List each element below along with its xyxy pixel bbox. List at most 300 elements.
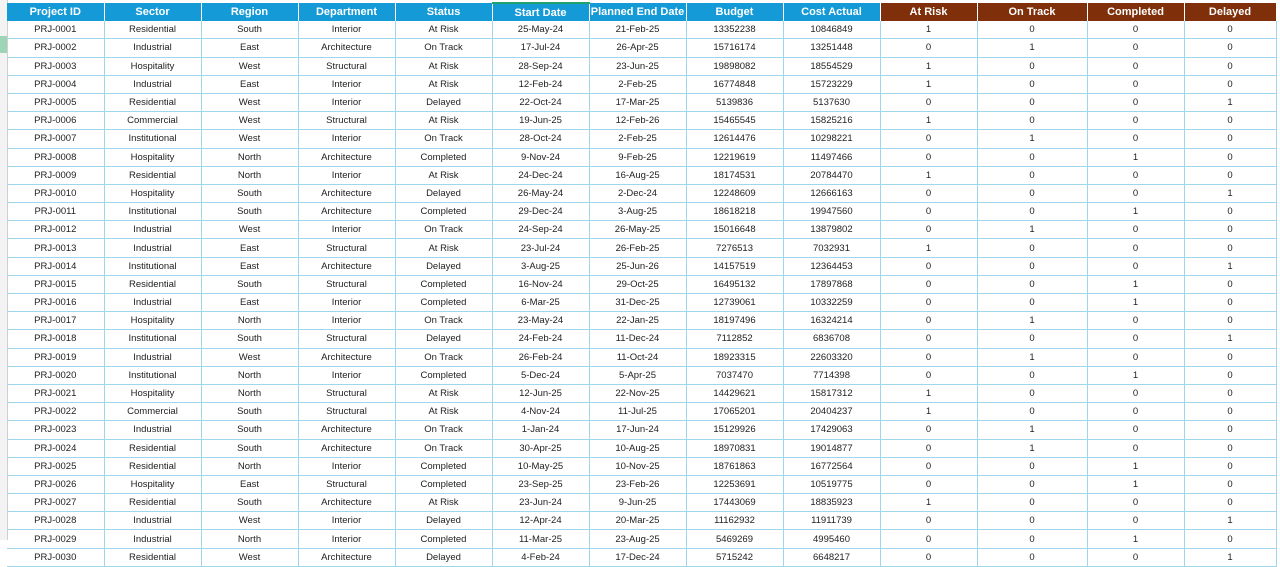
cell-start-date[interactable]: 28-Oct-24 — [492, 130, 589, 148]
header-delayed[interactable]: Delayed — [1184, 3, 1276, 21]
cell-sector[interactable]: Residential — [104, 494, 201, 512]
cell-at-risk[interactable]: 0 — [880, 457, 977, 475]
cell-department[interactable]: Architecture — [298, 39, 395, 57]
cell-on-track[interactable]: 0 — [977, 75, 1087, 93]
cell-budget[interactable]: 16774848 — [686, 75, 783, 93]
cell-sector[interactable]: Hospitality — [104, 384, 201, 402]
cell-department[interactable]: Architecture — [298, 348, 395, 366]
cell-status[interactable]: At Risk — [395, 57, 492, 75]
cell-region[interactable]: North — [201, 457, 298, 475]
cell-cost-actual[interactable]: 12364453 — [783, 257, 880, 275]
cell-department[interactable]: Interior — [298, 166, 395, 184]
header-department[interactable]: Department — [298, 3, 395, 21]
cell-completed[interactable]: 0 — [1087, 257, 1184, 275]
cell-planned-end-date[interactable]: 23-Feb-26 — [589, 475, 686, 493]
cell-status[interactable]: Completed — [395, 203, 492, 221]
cell-planned-end-date[interactable]: 29-Oct-25 — [589, 275, 686, 293]
cell-cost-actual[interactable]: 20404237 — [783, 403, 880, 421]
cell-planned-end-date[interactable]: 5-Apr-25 — [589, 366, 686, 384]
cell-budget[interactable]: 15129926 — [686, 421, 783, 439]
cell-start-date[interactable]: 1-Jan-24 — [492, 421, 589, 439]
cell-region[interactable]: East — [201, 239, 298, 257]
cell-project-id[interactable]: PRJ-0020 — [7, 366, 104, 384]
cell-cost-actual[interactable]: 10846849 — [783, 21, 880, 39]
cell-region[interactable]: North — [201, 384, 298, 402]
cell-completed[interactable]: 0 — [1087, 403, 1184, 421]
cell-start-date[interactable]: 6-Mar-25 — [492, 294, 589, 312]
cell-sector[interactable]: Industrial — [104, 512, 201, 530]
cell-sector[interactable]: Institutional — [104, 330, 201, 348]
cell-status[interactable]: Completed — [395, 366, 492, 384]
cell-at-risk[interactable]: 1 — [880, 166, 977, 184]
cell-cost-actual[interactable]: 15825216 — [783, 112, 880, 130]
cell-project-id[interactable]: PRJ-0003 — [7, 57, 104, 75]
cell-department[interactable]: Interior — [298, 512, 395, 530]
cell-delayed[interactable]: 0 — [1184, 312, 1276, 330]
cell-department[interactable]: Architecture — [298, 439, 395, 457]
cell-region[interactable]: East — [201, 75, 298, 93]
cell-status[interactable]: At Risk — [395, 384, 492, 402]
cell-status[interactable]: At Risk — [395, 239, 492, 257]
cell-cost-actual[interactable]: 10298221 — [783, 130, 880, 148]
cell-budget[interactable]: 17065201 — [686, 403, 783, 421]
cell-at-risk[interactable]: 1 — [880, 75, 977, 93]
cell-completed[interactable]: 0 — [1087, 494, 1184, 512]
cell-project-id[interactable]: PRJ-0010 — [7, 184, 104, 202]
cell-delayed[interactable]: 1 — [1184, 257, 1276, 275]
cell-planned-end-date[interactable]: 11-Oct-24 — [589, 348, 686, 366]
cell-on-track[interactable]: 1 — [977, 439, 1087, 457]
cell-region[interactable]: West — [201, 221, 298, 239]
cell-delayed[interactable]: 0 — [1184, 439, 1276, 457]
cell-start-date[interactable]: 23-Sep-25 — [492, 475, 589, 493]
cell-status[interactable]: Delayed — [395, 93, 492, 111]
cell-department[interactable]: Interior — [298, 130, 395, 148]
cell-region[interactable]: West — [201, 348, 298, 366]
cell-cost-actual[interactable]: 6836708 — [783, 330, 880, 348]
cell-department[interactable]: Architecture — [298, 203, 395, 221]
cell-completed[interactable]: 0 — [1087, 130, 1184, 148]
cell-region[interactable]: North — [201, 530, 298, 548]
cell-completed[interactable]: 1 — [1087, 275, 1184, 293]
cell-on-track[interactable]: 0 — [977, 548, 1087, 566]
cell-cost-actual[interactable]: 13251448 — [783, 39, 880, 57]
cell-budget[interactable]: 12614476 — [686, 130, 783, 148]
cell-budget[interactable]: 12248609 — [686, 184, 783, 202]
cell-cost-actual[interactable]: 18835923 — [783, 494, 880, 512]
cell-delayed[interactable]: 0 — [1184, 421, 1276, 439]
cell-completed[interactable]: 0 — [1087, 166, 1184, 184]
cell-sector[interactable]: Industrial — [104, 221, 201, 239]
cell-cost-actual[interactable]: 20784470 — [783, 166, 880, 184]
cell-region[interactable]: West — [201, 112, 298, 130]
cell-completed[interactable]: 0 — [1087, 75, 1184, 93]
cell-department[interactable]: Structural — [298, 475, 395, 493]
cell-delayed[interactable]: 0 — [1184, 130, 1276, 148]
cell-at-risk[interactable]: 0 — [880, 548, 977, 566]
cell-sector[interactable]: Commercial — [104, 403, 201, 421]
cell-region[interactable]: North — [201, 148, 298, 166]
cell-start-date[interactable]: 24-Sep-24 — [492, 221, 589, 239]
cell-delayed[interactable]: 0 — [1184, 457, 1276, 475]
header-at-risk[interactable]: At Risk — [880, 3, 977, 21]
cell-department[interactable]: Interior — [298, 294, 395, 312]
cell-at-risk[interactable]: 1 — [880, 494, 977, 512]
cell-budget[interactable]: 18618218 — [686, 203, 783, 221]
cell-budget[interactable]: 11162932 — [686, 512, 783, 530]
cell-start-date[interactable]: 26-May-24 — [492, 184, 589, 202]
cell-sector[interactable]: Institutional — [104, 203, 201, 221]
cell-department[interactable]: Architecture — [298, 184, 395, 202]
cell-budget[interactable]: 14429621 — [686, 384, 783, 402]
cell-region[interactable]: East — [201, 257, 298, 275]
cell-department[interactable]: Interior — [298, 530, 395, 548]
cell-project-id[interactable]: PRJ-0024 — [7, 439, 104, 457]
cell-status[interactable]: Delayed — [395, 512, 492, 530]
cell-on-track[interactable]: 0 — [977, 384, 1087, 402]
cell-budget[interactable]: 5469269 — [686, 530, 783, 548]
cell-sector[interactable]: Residential — [104, 457, 201, 475]
header-cost-actual[interactable]: Cost Actual — [783, 3, 880, 21]
cell-planned-end-date[interactable]: 17-Mar-25 — [589, 93, 686, 111]
cell-on-track[interactable]: 0 — [977, 330, 1087, 348]
cell-status[interactable]: On Track — [395, 439, 492, 457]
cell-budget[interactable]: 14157519 — [686, 257, 783, 275]
cell-project-id[interactable]: PRJ-0015 — [7, 275, 104, 293]
cell-budget[interactable]: 19898082 — [686, 57, 783, 75]
cell-on-track[interactable]: 0 — [977, 257, 1087, 275]
cell-at-risk[interactable]: 1 — [880, 384, 977, 402]
cell-region[interactable]: South — [201, 439, 298, 457]
cell-delayed[interactable]: 0 — [1184, 166, 1276, 184]
cell-department[interactable]: Interior — [298, 21, 395, 39]
cell-project-id[interactable]: PRJ-0029 — [7, 530, 104, 548]
cell-delayed[interactable]: 1 — [1184, 512, 1276, 530]
cell-department[interactable]: Interior — [298, 75, 395, 93]
cell-region[interactable]: North — [201, 166, 298, 184]
cell-department[interactable]: Architecture — [298, 494, 395, 512]
cell-on-track[interactable]: 0 — [977, 512, 1087, 530]
cell-project-id[interactable]: PRJ-0025 — [7, 457, 104, 475]
cell-cost-actual[interactable]: 11497466 — [783, 148, 880, 166]
cell-project-id[interactable]: PRJ-0023 — [7, 421, 104, 439]
cell-planned-end-date[interactable]: 12-Feb-26 — [589, 112, 686, 130]
cell-department[interactable]: Interior — [298, 457, 395, 475]
cell-on-track[interactable]: 0 — [977, 166, 1087, 184]
cell-at-risk[interactable]: 0 — [880, 184, 977, 202]
cell-department[interactable]: Structural — [298, 403, 395, 421]
cell-at-risk[interactable]: 0 — [880, 130, 977, 148]
cell-on-track[interactable]: 0 — [977, 403, 1087, 421]
header-completed[interactable]: Completed — [1087, 3, 1184, 21]
cell-department[interactable]: Structural — [298, 112, 395, 130]
cell-sector[interactable]: Industrial — [104, 348, 201, 366]
cell-project-id[interactable]: PRJ-0011 — [7, 203, 104, 221]
cell-delayed[interactable]: 0 — [1184, 239, 1276, 257]
cell-project-id[interactable]: PRJ-0007 — [7, 130, 104, 148]
cell-completed[interactable]: 0 — [1087, 184, 1184, 202]
cell-cost-actual[interactable]: 5137630 — [783, 93, 880, 111]
cell-on-track[interactable]: 0 — [977, 366, 1087, 384]
cell-on-track[interactable]: 0 — [977, 457, 1087, 475]
cell-at-risk[interactable]: 0 — [880, 512, 977, 530]
cell-planned-end-date[interactable]: 26-May-25 — [589, 221, 686, 239]
cell-project-id[interactable]: PRJ-0004 — [7, 75, 104, 93]
cell-sector[interactable]: Hospitality — [104, 475, 201, 493]
cell-budget[interactable]: 7276513 — [686, 239, 783, 257]
cell-delayed[interactable]: 0 — [1184, 21, 1276, 39]
cell-status[interactable]: On Track — [395, 348, 492, 366]
cell-department[interactable]: Structural — [298, 57, 395, 75]
cell-department[interactable]: Structural — [298, 330, 395, 348]
cell-start-date[interactable]: 11-Mar-25 — [492, 530, 589, 548]
cell-status[interactable]: At Risk — [395, 75, 492, 93]
cell-completed[interactable]: 0 — [1087, 21, 1184, 39]
cell-status[interactable]: Delayed — [395, 184, 492, 202]
cell-region[interactable]: South — [201, 203, 298, 221]
cell-planned-end-date[interactable]: 17-Dec-24 — [589, 548, 686, 566]
cell-cost-actual[interactable]: 4995460 — [783, 530, 880, 548]
cell-at-risk[interactable]: 0 — [880, 148, 977, 166]
cell-at-risk[interactable]: 1 — [880, 57, 977, 75]
cell-completed[interactable]: 1 — [1087, 530, 1184, 548]
cell-at-risk[interactable]: 0 — [880, 348, 977, 366]
cell-at-risk[interactable]: 0 — [880, 221, 977, 239]
cell-planned-end-date[interactable]: 2-Dec-24 — [589, 184, 686, 202]
cell-delayed[interactable]: 0 — [1184, 221, 1276, 239]
cell-project-id[interactable]: PRJ-0014 — [7, 257, 104, 275]
cell-region[interactable]: East — [201, 39, 298, 57]
cell-cost-actual[interactable]: 17897868 — [783, 275, 880, 293]
cell-delayed[interactable]: 0 — [1184, 530, 1276, 548]
cell-cost-actual[interactable]: 17429063 — [783, 421, 880, 439]
cell-status[interactable]: Delayed — [395, 257, 492, 275]
cell-start-date[interactable]: 4-Feb-24 — [492, 548, 589, 566]
cell-start-date[interactable]: 12-Feb-24 — [492, 75, 589, 93]
cell-sector[interactable]: Residential — [104, 93, 201, 111]
cell-completed[interactable]: 0 — [1087, 421, 1184, 439]
cell-on-track[interactable]: 0 — [977, 148, 1087, 166]
cell-delayed[interactable]: 1 — [1184, 184, 1276, 202]
cell-completed[interactable]: 1 — [1087, 457, 1184, 475]
cell-budget[interactable]: 7037470 — [686, 366, 783, 384]
cell-completed[interactable]: 1 — [1087, 148, 1184, 166]
cell-cost-actual[interactable]: 7714398 — [783, 366, 880, 384]
cell-sector[interactable]: Residential — [104, 21, 201, 39]
cell-start-date[interactable]: 16-Nov-24 — [492, 275, 589, 293]
cell-planned-end-date[interactable]: 22-Nov-25 — [589, 384, 686, 402]
cell-region[interactable]: South — [201, 494, 298, 512]
cell-status[interactable]: Completed — [395, 457, 492, 475]
cell-project-id[interactable]: PRJ-0021 — [7, 384, 104, 402]
cell-budget[interactable]: 5139836 — [686, 93, 783, 111]
cell-at-risk[interactable]: 0 — [880, 93, 977, 111]
cell-at-risk[interactable]: 0 — [880, 294, 977, 312]
cell-project-id[interactable]: PRJ-0028 — [7, 512, 104, 530]
cell-planned-end-date[interactable]: 3-Aug-25 — [589, 203, 686, 221]
cell-start-date[interactable]: 19-Jun-25 — [492, 112, 589, 130]
cell-status[interactable]: At Risk — [395, 403, 492, 421]
cell-budget[interactable]: 18197496 — [686, 312, 783, 330]
cell-cost-actual[interactable]: 15723229 — [783, 75, 880, 93]
cell-on-track[interactable]: 1 — [977, 348, 1087, 366]
header-region[interactable]: Region — [201, 3, 298, 21]
cell-status[interactable]: Completed — [395, 275, 492, 293]
cell-project-id[interactable]: PRJ-0016 — [7, 294, 104, 312]
cell-start-date[interactable]: 29-Dec-24 — [492, 203, 589, 221]
cell-start-date[interactable]: 10-May-25 — [492, 457, 589, 475]
cell-at-risk[interactable]: 1 — [880, 112, 977, 130]
cell-on-track[interactable]: 1 — [977, 421, 1087, 439]
cell-completed[interactable]: 1 — [1087, 366, 1184, 384]
cell-start-date[interactable]: 3-Aug-25 — [492, 257, 589, 275]
cell-planned-end-date[interactable]: 16-Aug-25 — [589, 166, 686, 184]
cell-budget[interactable]: 16495132 — [686, 275, 783, 293]
cell-delayed[interactable]: 1 — [1184, 330, 1276, 348]
cell-department[interactable]: Architecture — [298, 421, 395, 439]
cell-completed[interactable]: 0 — [1087, 112, 1184, 130]
cell-department[interactable]: Architecture — [298, 257, 395, 275]
cell-status[interactable]: Completed — [395, 148, 492, 166]
cell-status[interactable]: At Risk — [395, 112, 492, 130]
cell-sector[interactable]: Industrial — [104, 294, 201, 312]
cell-status[interactable]: On Track — [395, 39, 492, 57]
cell-start-date[interactable]: 12-Jun-25 — [492, 384, 589, 402]
cell-on-track[interactable]: 0 — [977, 475, 1087, 493]
cell-start-date[interactable]: 24-Feb-24 — [492, 330, 589, 348]
cell-project-id[interactable]: PRJ-0018 — [7, 330, 104, 348]
cell-region[interactable]: South — [201, 330, 298, 348]
cell-project-id[interactable]: PRJ-0012 — [7, 221, 104, 239]
cell-budget[interactable]: 7112852 — [686, 330, 783, 348]
cell-at-risk[interactable]: 0 — [880, 475, 977, 493]
cell-delayed[interactable]: 0 — [1184, 348, 1276, 366]
cell-project-id[interactable]: PRJ-0006 — [7, 112, 104, 130]
cell-delayed[interactable]: 0 — [1184, 39, 1276, 57]
cell-start-date[interactable]: 30-Apr-25 — [492, 439, 589, 457]
cell-completed[interactable]: 1 — [1087, 203, 1184, 221]
cell-start-date[interactable]: 23-Jul-24 — [492, 239, 589, 257]
cell-department[interactable]: Interior — [298, 366, 395, 384]
cell-cost-actual[interactable]: 10332259 — [783, 294, 880, 312]
cell-project-id[interactable]: PRJ-0005 — [7, 93, 104, 111]
cell-planned-end-date[interactable]: 9-Feb-25 — [589, 148, 686, 166]
cell-sector[interactable]: Industrial — [104, 530, 201, 548]
cell-project-id[interactable]: PRJ-0013 — [7, 239, 104, 257]
cell-start-date[interactable]: 23-May-24 — [492, 312, 589, 330]
cell-on-track[interactable]: 0 — [977, 203, 1087, 221]
cell-status[interactable]: Completed — [395, 475, 492, 493]
cell-at-risk[interactable]: 1 — [880, 239, 977, 257]
cell-on-track[interactable]: 1 — [977, 221, 1087, 239]
cell-cost-actual[interactable]: 13879802 — [783, 221, 880, 239]
cell-planned-end-date[interactable]: 11-Dec-24 — [589, 330, 686, 348]
cell-project-id[interactable]: PRJ-0002 — [7, 39, 104, 57]
cell-budget[interactable]: 18174531 — [686, 166, 783, 184]
cell-status[interactable]: At Risk — [395, 166, 492, 184]
cell-start-date[interactable]: 22-Oct-24 — [492, 93, 589, 111]
cell-completed[interactable]: 0 — [1087, 439, 1184, 457]
header-status[interactable]: Status — [395, 3, 492, 21]
header-project-id[interactable]: Project ID — [7, 3, 104, 21]
cell-sector[interactable]: Residential — [104, 275, 201, 293]
header-budget[interactable]: Budget — [686, 3, 783, 21]
cell-planned-end-date[interactable]: 10-Aug-25 — [589, 439, 686, 457]
cell-region[interactable]: North — [201, 312, 298, 330]
cell-on-track[interactable]: 1 — [977, 130, 1087, 148]
cell-status[interactable]: On Track — [395, 312, 492, 330]
cell-sector[interactable]: Hospitality — [104, 312, 201, 330]
cell-on-track[interactable]: 1 — [977, 312, 1087, 330]
cell-planned-end-date[interactable]: 11-Jul-25 — [589, 403, 686, 421]
cell-status[interactable]: Completed — [395, 294, 492, 312]
cell-cost-actual[interactable]: 7032931 — [783, 239, 880, 257]
cell-department[interactable]: Structural — [298, 239, 395, 257]
cell-status[interactable]: On Track — [395, 421, 492, 439]
cell-start-date[interactable]: 25-May-24 — [492, 21, 589, 39]
cell-start-date[interactable]: 9-Nov-24 — [492, 148, 589, 166]
cell-project-id[interactable]: PRJ-0009 — [7, 166, 104, 184]
cell-completed[interactable]: 0 — [1087, 348, 1184, 366]
cell-start-date[interactable]: 17-Jul-24 — [492, 39, 589, 57]
cell-on-track[interactable]: 0 — [977, 112, 1087, 130]
cell-budget[interactable]: 15465545 — [686, 112, 783, 130]
cell-planned-end-date[interactable]: 2-Feb-25 — [589, 75, 686, 93]
cell-region[interactable]: South — [201, 21, 298, 39]
cell-department[interactable]: Structural — [298, 275, 395, 293]
cell-cost-actual[interactable]: 22603320 — [783, 348, 880, 366]
cell-completed[interactable]: 0 — [1087, 57, 1184, 75]
cell-planned-end-date[interactable]: 31-Dec-25 — [589, 294, 686, 312]
cell-sector[interactable]: Residential — [104, 439, 201, 457]
header-sector[interactable]: Sector — [104, 3, 201, 21]
cell-project-id[interactable]: PRJ-0008 — [7, 148, 104, 166]
cell-project-id[interactable]: PRJ-0027 — [7, 494, 104, 512]
cell-region[interactable]: East — [201, 294, 298, 312]
cell-status[interactable]: Completed — [395, 530, 492, 548]
cell-start-date[interactable]: 23-Jun-24 — [492, 494, 589, 512]
cell-start-date[interactable]: 24-Dec-24 — [492, 166, 589, 184]
cell-on-track[interactable]: 0 — [977, 239, 1087, 257]
cell-delayed[interactable]: 0 — [1184, 203, 1276, 221]
cell-at-risk[interactable]: 1 — [880, 403, 977, 421]
cell-region[interactable]: South — [201, 403, 298, 421]
cell-sector[interactable]: Hospitality — [104, 184, 201, 202]
cell-project-id[interactable]: PRJ-0001 — [7, 21, 104, 39]
cell-budget[interactable]: 13352238 — [686, 21, 783, 39]
cell-region[interactable]: South — [201, 275, 298, 293]
cell-delayed[interactable]: 0 — [1184, 275, 1276, 293]
cell-cost-actual[interactable]: 19947560 — [783, 203, 880, 221]
cell-delayed[interactable]: 0 — [1184, 475, 1276, 493]
cell-sector[interactable]: Institutional — [104, 130, 201, 148]
cell-at-risk[interactable]: 0 — [880, 39, 977, 57]
cell-cost-actual[interactable]: 15817312 — [783, 384, 880, 402]
cell-completed[interactable]: 0 — [1087, 512, 1184, 530]
cell-at-risk[interactable]: 0 — [880, 366, 977, 384]
cell-on-track[interactable]: 0 — [977, 93, 1087, 111]
cell-region[interactable]: North — [201, 366, 298, 384]
cell-delayed[interactable]: 0 — [1184, 403, 1276, 421]
cell-planned-end-date[interactable]: 26-Apr-25 — [589, 39, 686, 57]
cell-budget[interactable]: 18970831 — [686, 439, 783, 457]
cell-project-id[interactable]: PRJ-0022 — [7, 403, 104, 421]
cell-department[interactable]: Structural — [298, 384, 395, 402]
cell-sector[interactable]: Residential — [104, 548, 201, 566]
cell-region[interactable]: West — [201, 512, 298, 530]
cell-sector[interactable]: Hospitality — [104, 57, 201, 75]
cell-budget[interactable]: 18761863 — [686, 457, 783, 475]
